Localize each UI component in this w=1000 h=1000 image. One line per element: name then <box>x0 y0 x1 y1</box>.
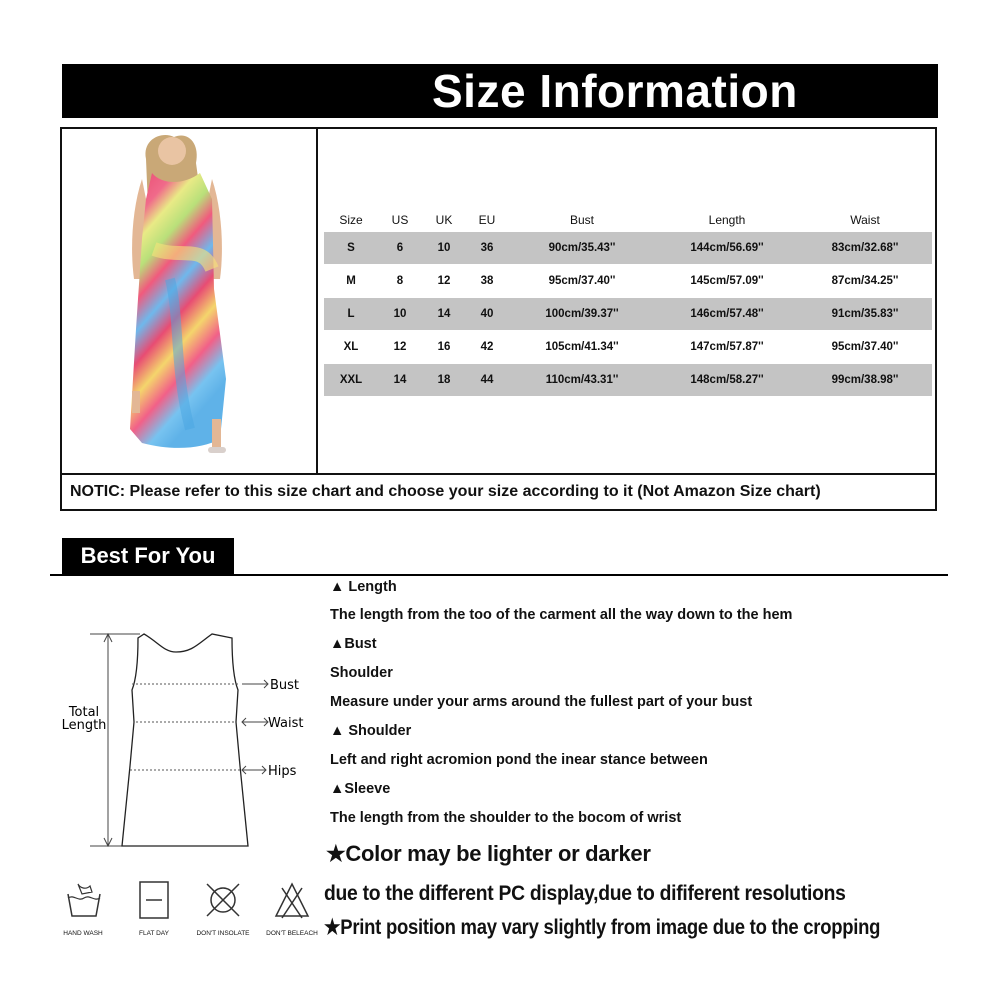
table-cell: 148cm/58.27'' <box>656 364 798 397</box>
model-photo <box>62 129 314 469</box>
desc-sleeve-text: The length from the shoulder to the bocom of wrist <box>330 810 682 826</box>
table-cell: 44 <box>466 364 508 397</box>
table-cell: 146cm/57.48'' <box>656 298 798 331</box>
table-cell: 38 <box>466 265 508 298</box>
table-row <box>324 331 932 364</box>
table-cell: 6 <box>378 232 422 265</box>
label-waist: Waist <box>268 716 304 731</box>
table-header-row <box>324 208 932 232</box>
desc-length-text: The length from the too of the carment all the way down to the hem <box>330 607 793 623</box>
desc-length-heading: ▲ Length <box>330 579 397 595</box>
desc-shoulder-word: Shoulder <box>330 665 393 681</box>
table-cell: 99cm/38.98'' <box>798 364 932 397</box>
size-notice: NOTIC: Please refer to this size chart and choose your size according to it (Not Amazon Size chart) <box>62 473 935 509</box>
note-color: ★Color may be lighter or darker <box>326 841 651 866</box>
care-label-hand-wash: HAND WASH <box>63 930 103 937</box>
table-cell: 12 <box>422 265 466 298</box>
note-display: due to the different PC display,due to dififerent resolutions <box>324 882 846 905</box>
table-cell: 95cm/37.40'' <box>798 331 932 364</box>
label-hips: Hips <box>268 764 297 779</box>
header-us: US <box>391 213 409 227</box>
label-total: Total <box>68 705 100 720</box>
table-cell: 10 <box>378 298 422 331</box>
header-eu: EU <box>478 213 496 227</box>
table-cell: 12 <box>378 331 422 364</box>
title-banner <box>62 64 938 118</box>
header-uk: UK <box>435 213 453 227</box>
label-length: Length <box>61 718 107 733</box>
table-cell: 83cm/32.68'' <box>798 232 932 265</box>
size-table <box>324 208 932 397</box>
desc-bust-heading: ▲Bust <box>330 636 377 652</box>
hand-wash-icon <box>64 880 104 920</box>
table-cell: XL <box>324 331 378 364</box>
table-row <box>324 265 932 298</box>
care-label-dont-bleach: DON'T BELEACH <box>266 930 318 937</box>
table-cell: 14 <box>422 298 466 331</box>
table-cell: 145cm/57.09'' <box>656 265 798 298</box>
table-cell: 87cm/34.25'' <box>798 265 932 298</box>
product-photo-cell <box>62 129 318 473</box>
table-cell: XXL <box>324 364 378 397</box>
desc-shoulder-text: Left and right acromion pond the inear stance between <box>330 752 708 768</box>
desc-sleeve-heading: ▲Sleeve <box>330 781 391 797</box>
table-cell: 18 <box>422 364 466 397</box>
desc-bust-text: Measure under your arms around the fullest part of your bust <box>330 694 753 710</box>
table-cell: 90cm/35.43'' <box>508 232 656 265</box>
header-waist: Waist <box>850 213 880 227</box>
section-divider <box>50 574 948 576</box>
care-label-flat-dry: FLAT DAY <box>139 930 169 937</box>
table-cell: 100cm/39.37'' <box>508 298 656 331</box>
page-title: Size Information <box>432 65 798 117</box>
table-cell: 10 <box>422 232 466 265</box>
header-bust: Bust <box>569 213 594 227</box>
dont-bleach-icon <box>272 880 312 920</box>
table-cell: 36 <box>466 232 508 265</box>
table-cell: 14 <box>378 364 422 397</box>
label-bust: Bust <box>270 678 300 693</box>
table-cell: L <box>324 298 378 331</box>
table-cell: 147cm/57.87'' <box>656 331 798 364</box>
dont-insolate-icon <box>203 880 243 920</box>
note-print: ★Print position may vary slightly from image due to the cropping <box>324 916 881 939</box>
header-length: Length <box>708 213 746 227</box>
table-cell: 144cm/56.69'' <box>656 232 798 265</box>
table-cell: 42 <box>466 331 508 364</box>
desc-shoulder-heading: ▲ Shoulder <box>330 723 412 739</box>
table-cell: 8 <box>378 265 422 298</box>
table-cell: 110cm/43.31'' <box>508 364 656 397</box>
table-cell: S <box>324 232 378 265</box>
table-row <box>324 364 932 397</box>
flat-dry-icon <box>134 880 174 920</box>
best-for-you-tab: Best For You <box>62 538 234 574</box>
dress-measurement-diagram <box>60 624 320 856</box>
table-cell: M <box>324 265 378 298</box>
table-cell: 105cm/41.34'' <box>508 331 656 364</box>
table-cell: 91cm/35.83'' <box>798 298 932 331</box>
table-cell: 95cm/37.40'' <box>508 265 656 298</box>
table-cell: 40 <box>466 298 508 331</box>
table-row <box>324 298 932 331</box>
table-cell: 16 <box>422 331 466 364</box>
table-row <box>324 232 932 265</box>
care-label-dont-insolate: DON'T INSOLATE <box>196 930 250 937</box>
header-size: Size <box>339 213 363 227</box>
